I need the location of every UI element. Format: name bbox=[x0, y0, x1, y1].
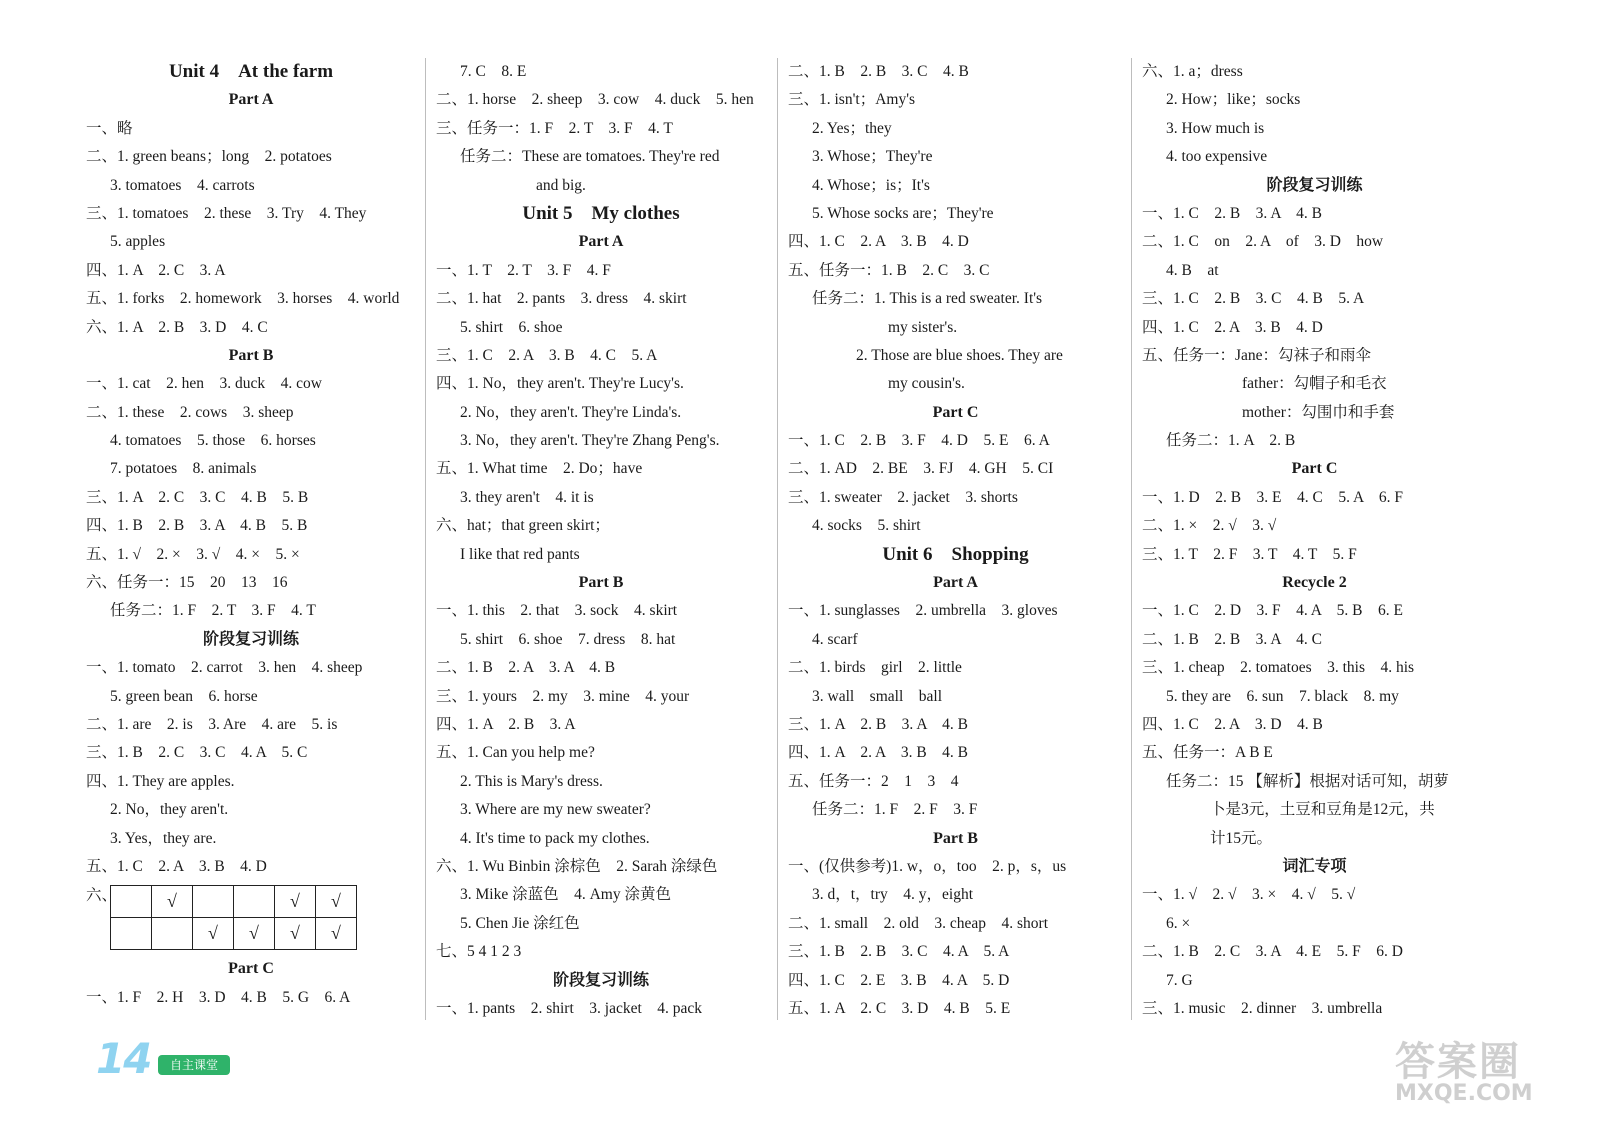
answer-line: 四、1. C 2. E 3. B 4. A 5. D bbox=[788, 971, 1010, 989]
answer-line: 四、1. No，they aren't. They're Lucy's. bbox=[436, 375, 684, 393]
answer-line: 七、5 4 1 2 3 bbox=[436, 943, 522, 961]
answer-line: 二、1. hat 2. pants 3. dress 4. skirt bbox=[436, 290, 687, 308]
answer-line: 五、任务一：1. B 2. C 3. C bbox=[788, 261, 990, 279]
answer-line: 3. d，t，try 4. y，eight bbox=[812, 886, 974, 904]
answer-line: 一、1. sunglasses 2. umbrella 3. gloves bbox=[788, 602, 1058, 620]
column-3 bbox=[788, 58, 1123, 1023]
answer-line: 2. This is Mary's dress. bbox=[460, 772, 603, 790]
answer-line: I like that red pants bbox=[460, 545, 580, 563]
answer-line: 一、1. C 2. B 3. F 4. D 5. E 6. A bbox=[788, 432, 1050, 450]
section-heading: Part B bbox=[578, 574, 624, 592]
answer-line: 六、1. Wu Binbin 涂棕色 2. Sarah 涂绿色 bbox=[436, 857, 718, 875]
answer-line: 三、1. music 2. dinner 3. umbrella bbox=[1142, 999, 1383, 1017]
watermark-logo-text: 答案圈 bbox=[1395, 1039, 1521, 1085]
answer-line: 三、1. C 2. B 3. C 4. B 5. A bbox=[1142, 290, 1365, 308]
question-number: 六、 bbox=[86, 887, 118, 905]
table-cell bbox=[152, 918, 193, 950]
table-cell bbox=[111, 886, 152, 918]
answer-line: 3. How much is bbox=[1166, 119, 1265, 137]
answer-line: 三、1. T 2. F 3. T 4. T 5. F bbox=[1142, 545, 1357, 563]
answer-line: 五、1. A 2. C 3. D 4. B 5. E bbox=[788, 999, 1011, 1017]
section-heading: Part C bbox=[228, 960, 274, 978]
column-divider bbox=[777, 58, 778, 1020]
column-divider bbox=[425, 58, 426, 1020]
answer-line: 三、1. B 2. C 3. C 4. A 5. C bbox=[86, 744, 308, 762]
column-2 bbox=[436, 58, 766, 1023]
watermark bbox=[1395, 1030, 1565, 1120]
answer-line: 一、1. C 2. D 3. F 4. A 5. B 6. E bbox=[1142, 602, 1403, 620]
section-heading: Part B bbox=[228, 346, 274, 364]
table-cell: √ bbox=[234, 918, 275, 950]
answer-line: 二、1. B 2. C 3. A 4. E 5. F 6. D bbox=[1142, 943, 1403, 961]
answer-line: 六、1. a；dress bbox=[1142, 63, 1243, 80]
tick-table-block bbox=[86, 881, 416, 955]
section-heading: Part A bbox=[228, 91, 274, 109]
section-heading: Recycle 2 bbox=[1282, 574, 1347, 592]
answer-line: 三、1. A 2. B 3. A 4. B bbox=[788, 715, 968, 733]
answer-line: 二、1. horse 2. sheep 3. cow 4. duck 5. hen bbox=[436, 91, 754, 109]
answer-line: 2. Yes；they bbox=[812, 119, 892, 137]
section-heading: Part A bbox=[578, 233, 624, 251]
answer-line: 计15元。 bbox=[1210, 829, 1273, 847]
answer-line: 3. Whose；They're bbox=[812, 148, 933, 166]
answer-line: 二、1. these 2. cows 3. sheep bbox=[86, 403, 294, 421]
answer-line: and big. bbox=[536, 176, 586, 194]
answer-line: 二、1. B 2. A 3. A 4. B bbox=[436, 659, 616, 677]
column-divider bbox=[1131, 58, 1132, 1020]
answer-line: 四、1. They are apples. bbox=[86, 772, 235, 790]
answer-line: 2. No，they aren't. bbox=[110, 801, 229, 819]
answer-line: my sister's. bbox=[888, 318, 958, 336]
answer-line: 5. apples bbox=[110, 233, 166, 251]
answer-line: 3. wall small ball bbox=[812, 687, 943, 705]
answer-line: 五、1. What time 2. Do；have bbox=[436, 460, 643, 478]
unit-title: Unit 6 Shopping bbox=[882, 543, 1029, 565]
answer-line: 二、1. are 2. is 3. Are 4. are 5. is bbox=[86, 715, 338, 733]
answer-line: 二、1. small 2. old 3. cheap 4. short bbox=[788, 914, 1049, 932]
table-cell: √ bbox=[275, 886, 316, 918]
answer-line: 六、hat；that green skirt； bbox=[436, 517, 610, 535]
answer-line: 4. B at bbox=[1166, 261, 1219, 279]
answer-line: 一、1. pants 2. shirt 3. jacket 4. pack bbox=[436, 999, 703, 1017]
answer-line: my cousin's. bbox=[888, 375, 965, 393]
answer-line: 4. tomatoes 5. those 6. horses bbox=[110, 432, 316, 450]
table-cell: √ bbox=[316, 918, 357, 950]
answer-line: 五、1. C 2. A 3. B 4. D bbox=[86, 857, 267, 875]
section-heading: 阶段复习训练 bbox=[202, 630, 299, 648]
answer-line: 4. too expensive bbox=[1166, 148, 1268, 166]
answer-line: 二、1. C on 2. A of 3. D how bbox=[1142, 233, 1384, 251]
answer-line: 二、1. green beans；long 2. potatoes bbox=[86, 148, 332, 166]
answer-line: 二、1. birds girl 2. little bbox=[788, 659, 962, 677]
answer-line: 4. It's time to pack my clothes. bbox=[460, 829, 650, 847]
answer-line: 一、略 bbox=[86, 119, 133, 137]
section-heading: Part C bbox=[932, 403, 979, 421]
section-heading: Part C bbox=[1291, 460, 1338, 478]
answer-line: father：勾帽子和毛衣 bbox=[1242, 375, 1387, 393]
answer-line: 五、1. forks 2. homework 3. horses 4. world bbox=[86, 290, 400, 308]
answer-line: 3. Mike 涂蓝色 4. Amy 涂黄色 bbox=[460, 886, 671, 904]
watermark-url: MXQE.COM bbox=[1395, 1081, 1533, 1106]
answer-line: 四、1. B 2. B 3. A 4. B 5. B bbox=[86, 517, 308, 535]
answer-line: 任务二：1. This is a red sweater. It's bbox=[812, 290, 1043, 308]
section-heading: Part A bbox=[933, 574, 978, 592]
answer-line: 5. green bean 6. horse bbox=[110, 687, 258, 705]
answer-line: 三、1. B 2. B 3. C 4. A 5. A bbox=[788, 943, 1010, 961]
answer-line: 五、1. √ 2. × 3. √ 4. × 5. × bbox=[86, 545, 300, 563]
answer-line: 任务二：1. A 2. B bbox=[1166, 432, 1296, 450]
answer-line: 任务二：15 【解析】根据对话可知，胡萝 bbox=[1166, 772, 1449, 790]
answer-line: 3. tomatoes 4. carrots bbox=[110, 176, 255, 194]
answer-line: 三、1. yours 2. my 3. mine 4. your bbox=[436, 687, 690, 705]
answer-line: 一、1. F 2. H 3. D 4. B 5. G 6. A bbox=[86, 988, 351, 1006]
answer-line: 3. Yes，they are. bbox=[110, 829, 217, 847]
answer-line: 四、1. A 2. A 3. B 4. B bbox=[788, 744, 968, 762]
answer-line: 一、1. T 2. T 3. F 4. F bbox=[436, 261, 611, 279]
answer-line: 一、1. C 2. B 3. A 4. B bbox=[1142, 204, 1322, 222]
answer-line: 4. socks 5. shirt bbox=[812, 517, 921, 535]
table-cell bbox=[193, 886, 234, 918]
answer-line: 5. Chen Jie 涂红色 bbox=[460, 914, 580, 932]
column-4 bbox=[1142, 58, 1487, 1023]
answer-line: 四、1. C 2. A 3. B 4. D bbox=[788, 233, 969, 251]
answer-line: 3. Where are my new sweater? bbox=[460, 801, 651, 819]
answer-line: 三、1. sweater 2. jacket 3. shorts bbox=[788, 488, 1018, 506]
section-heading: 阶段复习训练 bbox=[1266, 176, 1363, 194]
table-row bbox=[111, 886, 357, 918]
answer-line: 四、1. A 2. B 3. A bbox=[436, 715, 576, 733]
section-heading: 词汇专项 bbox=[1282, 857, 1347, 875]
answer-line: 一、1. cat 2. hen 3. duck 4. cow bbox=[86, 375, 322, 393]
answer-line: 三、1. tomatoes 2. these 3. Try 4. They bbox=[86, 204, 367, 222]
answer-line: mother：勾围巾和手套 bbox=[1242, 403, 1395, 421]
answer-line: 五、任务一：Jane：勾袜子和雨伞 bbox=[1142, 346, 1372, 364]
answer-line: 5. shirt 6. shoe bbox=[460, 318, 563, 336]
tick-table bbox=[110, 885, 357, 950]
answer-line: 一、1. D 2. B 3. E 4. C 5. A 6. F bbox=[1142, 488, 1403, 506]
answer-line: 四、1. C 2. A 3. B 4. D bbox=[1142, 318, 1323, 336]
unit-title: Unit 5 My clothes bbox=[522, 202, 680, 224]
column-1 bbox=[86, 58, 416, 1012]
answer-line: 7. G bbox=[1166, 971, 1193, 989]
answer-line: 五、1. Can you help me? bbox=[436, 744, 595, 762]
answer-line: 三、1. A 2. C 3. C 4. B 5. B bbox=[86, 488, 309, 506]
unit-title: Unit 4 At the farm bbox=[168, 61, 334, 82]
answer-line: 五、任务一：A B E bbox=[1142, 744, 1273, 762]
table-cell: √ bbox=[152, 886, 193, 918]
answer-line: 卜是3元，土豆和豆角是12元，共 bbox=[1210, 801, 1435, 819]
answer-line: 三、1. C 2. A 3. B 4. C 5. A bbox=[436, 346, 658, 364]
answer-line: 任务二：1. F 2. F 3. F bbox=[812, 801, 978, 819]
answer-line: 2. Those are blue shoes. They are bbox=[856, 346, 1063, 364]
answer-line: 三、1. isn't；Amy's bbox=[788, 91, 916, 109]
table-cell: √ bbox=[193, 918, 234, 950]
answer-line: 一、1. tomato 2. carrot 3. hen 4. sheep bbox=[86, 659, 363, 677]
section-heading: Part B bbox=[933, 829, 978, 847]
answer-line: 3. they aren't 4. it is bbox=[460, 488, 594, 506]
answer-line: 三、任务一：1. F 2. T 3. F 4. T bbox=[436, 119, 673, 137]
answer-line: 2. How；like；socks bbox=[1166, 91, 1301, 109]
answer-line: 二、1. B 2. B 3. A 4. C bbox=[1142, 630, 1322, 648]
answer-line: 六、1. A 2. B 3. D 4. C bbox=[86, 318, 268, 336]
table-cell bbox=[234, 886, 275, 918]
answer-line: 4. scarf bbox=[812, 630, 858, 648]
answer-line: 二、1. AD 2. BE 3. FJ 4. GH 5. CI bbox=[788, 460, 1054, 478]
page-number: 14 bbox=[96, 1034, 151, 1083]
answer-line: 一、1. this 2. that 3. sock 4. skirt bbox=[436, 602, 678, 620]
answer-line: 5. shirt 6. shoe 7. dress 8. hat bbox=[460, 630, 676, 648]
answer-line: 7. C 8. E bbox=[460, 63, 527, 80]
answer-line: 四、1. C 2. A 3. D 4. B bbox=[1142, 715, 1323, 733]
brand-badge: 自主课堂 bbox=[158, 1055, 230, 1075]
answer-line: 四、1. A 2. C 3. A bbox=[86, 261, 226, 279]
answer-line: 任务二：1. F 2. T 3. F 4. T bbox=[110, 602, 316, 620]
answer-line: 5. Whose socks are；They're bbox=[812, 204, 994, 222]
answer-line: 4. Whose；is；It's bbox=[812, 176, 930, 194]
table-cell bbox=[111, 918, 152, 950]
table-cell: √ bbox=[275, 918, 316, 950]
answer-line: 二、1. × 2. √ 3. √ bbox=[1142, 517, 1277, 535]
answer-line: 三、1. cheap 2. tomatoes 3. this 4. his bbox=[1142, 659, 1415, 677]
answer-line: 一、(仅供参考)1. w，o，too 2. p，s，us bbox=[788, 857, 1067, 875]
answer-line: 2. No，they aren't. They're Linda's. bbox=[460, 403, 682, 421]
table-row bbox=[111, 918, 357, 950]
answer-line: 3. No，they aren't. They're Zhang Peng's. bbox=[460, 432, 720, 450]
answer-line: 5. they are 6. sun 7. black 8. my bbox=[1166, 687, 1399, 705]
answer-line: 6. × bbox=[1166, 914, 1191, 932]
answer-line: 一、1. √ 2. √ 3. × 4. √ 5. √ bbox=[1142, 886, 1356, 904]
section-heading: 阶段复习训练 bbox=[552, 971, 649, 989]
answer-line: 7. potatoes 8. animals bbox=[110, 460, 257, 478]
answer-line: 二、1. B 2. B 3. C 4. B bbox=[788, 63, 969, 80]
table-cell: √ bbox=[316, 886, 357, 918]
answer-line: 六、任务一：15 20 13 16 bbox=[86, 574, 288, 592]
answer-line: 任务二：These are tomatoes. They're red bbox=[460, 148, 720, 166]
answer-line: 五、任务一：2 1 3 4 bbox=[788, 772, 959, 790]
